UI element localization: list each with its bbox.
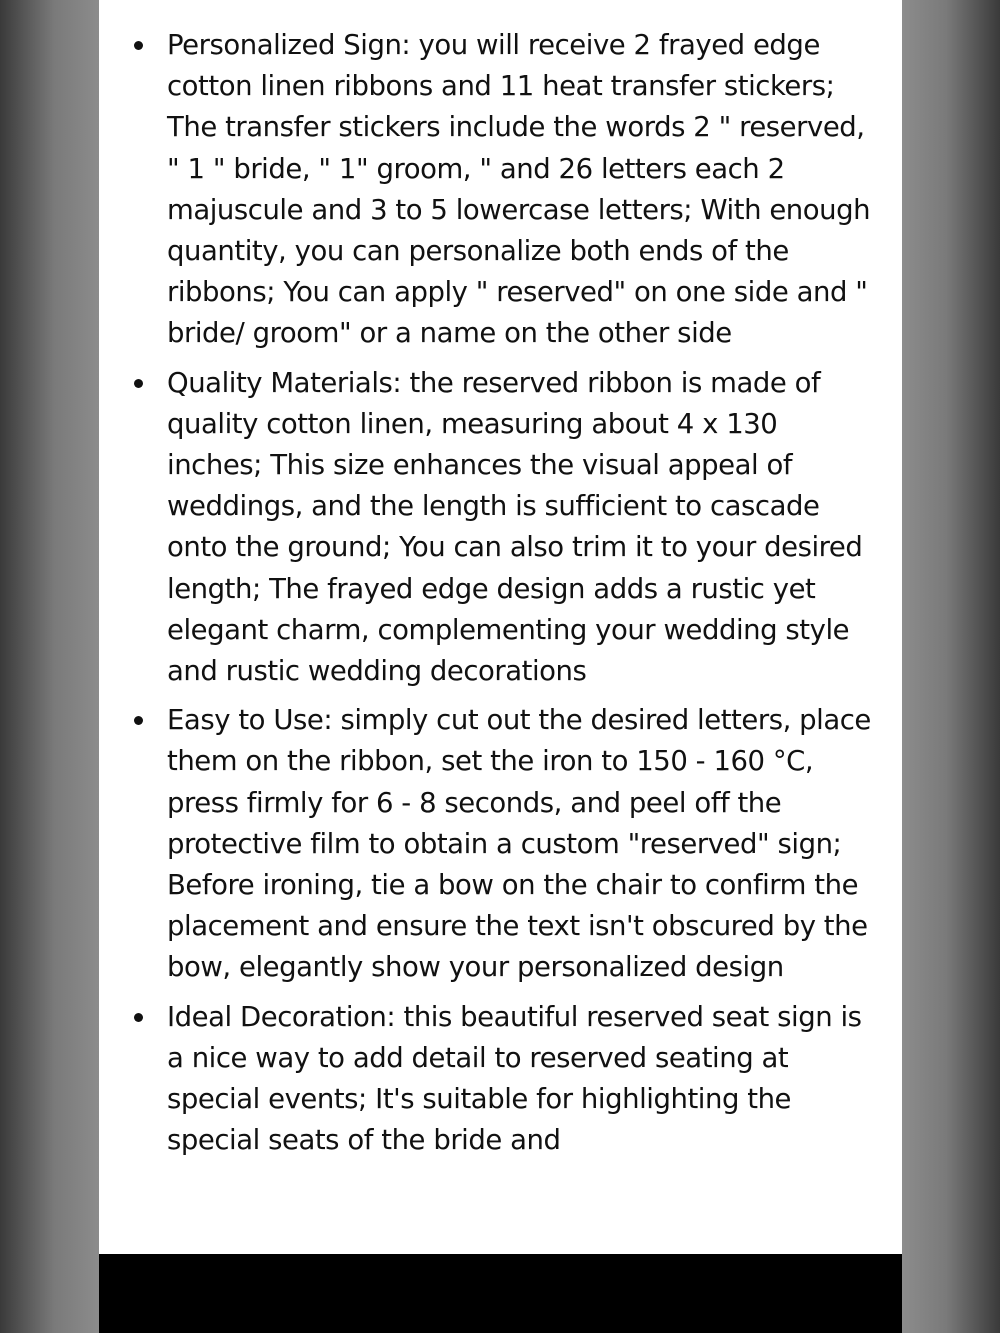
right-blurred-background [902,0,1000,1333]
product-description-panel[interactable] [99,0,902,1254]
bullet-dot-icon [134,379,143,388]
bullet-ideal-decoration [99,997,902,1162]
bullet-dot-icon [134,716,143,725]
bullet-text: Ideal Decoration: this beautiful reserved seat sign is a nice way to add detail to reserved seating at special events; It's suitable for highlighting the special seats of the bride and [167,1000,862,1157]
bottom-black-bar [99,1254,902,1333]
bullet-text: Personalized Sign: you will receive 2 frayed edge cotton linen ribbons and 11 heat transfer stickers; The transfer stickers include the words 2 " reserved, " 1 " bride, " 1" groom, " and 26 letters each 2 majuscule and 3 to 5 lowercase letters; With enough quantity, you can personalize both ends of the ribbons; You can apply " reserved" on one side and " bride/ groom" or a name on the other side [167,29,871,350]
bullet-text: Easy to Use: simply cut out the desired letters, place them on the ribbon, set the iron to 150 - 160 °C, press firmly for 6 - 8 seconds, and peel off the protective film to obtain a custom "reserved" sign; Before ironing, tie a bow on the chair to confirm the placement and ensure the text isn't obscured by the bow, elegantly show your personalized design [167,704,871,984]
feature-bullet-list [99,25,902,1169]
left-blurred-background [0,0,99,1333]
bullet-personalized-sign [99,25,902,355]
bullet-quality-materials [99,363,902,693]
bullet-dot-icon [134,1013,143,1022]
bullet-text: Quality Materials: the reserved ribbon is made of quality cotton linen, measuring about 4 x 130 inches; This size enhances the visual appeal of weddings, and the length is sufficient to cascade onto the ground; You can also trim it to your desired length; The frayed edge design adds a rustic yet elegant charm, complementing your wedding style and rustic wedding decorations [167,366,863,688]
bullet-dot-icon [134,41,143,50]
bullet-easy-to-use [99,700,902,988]
